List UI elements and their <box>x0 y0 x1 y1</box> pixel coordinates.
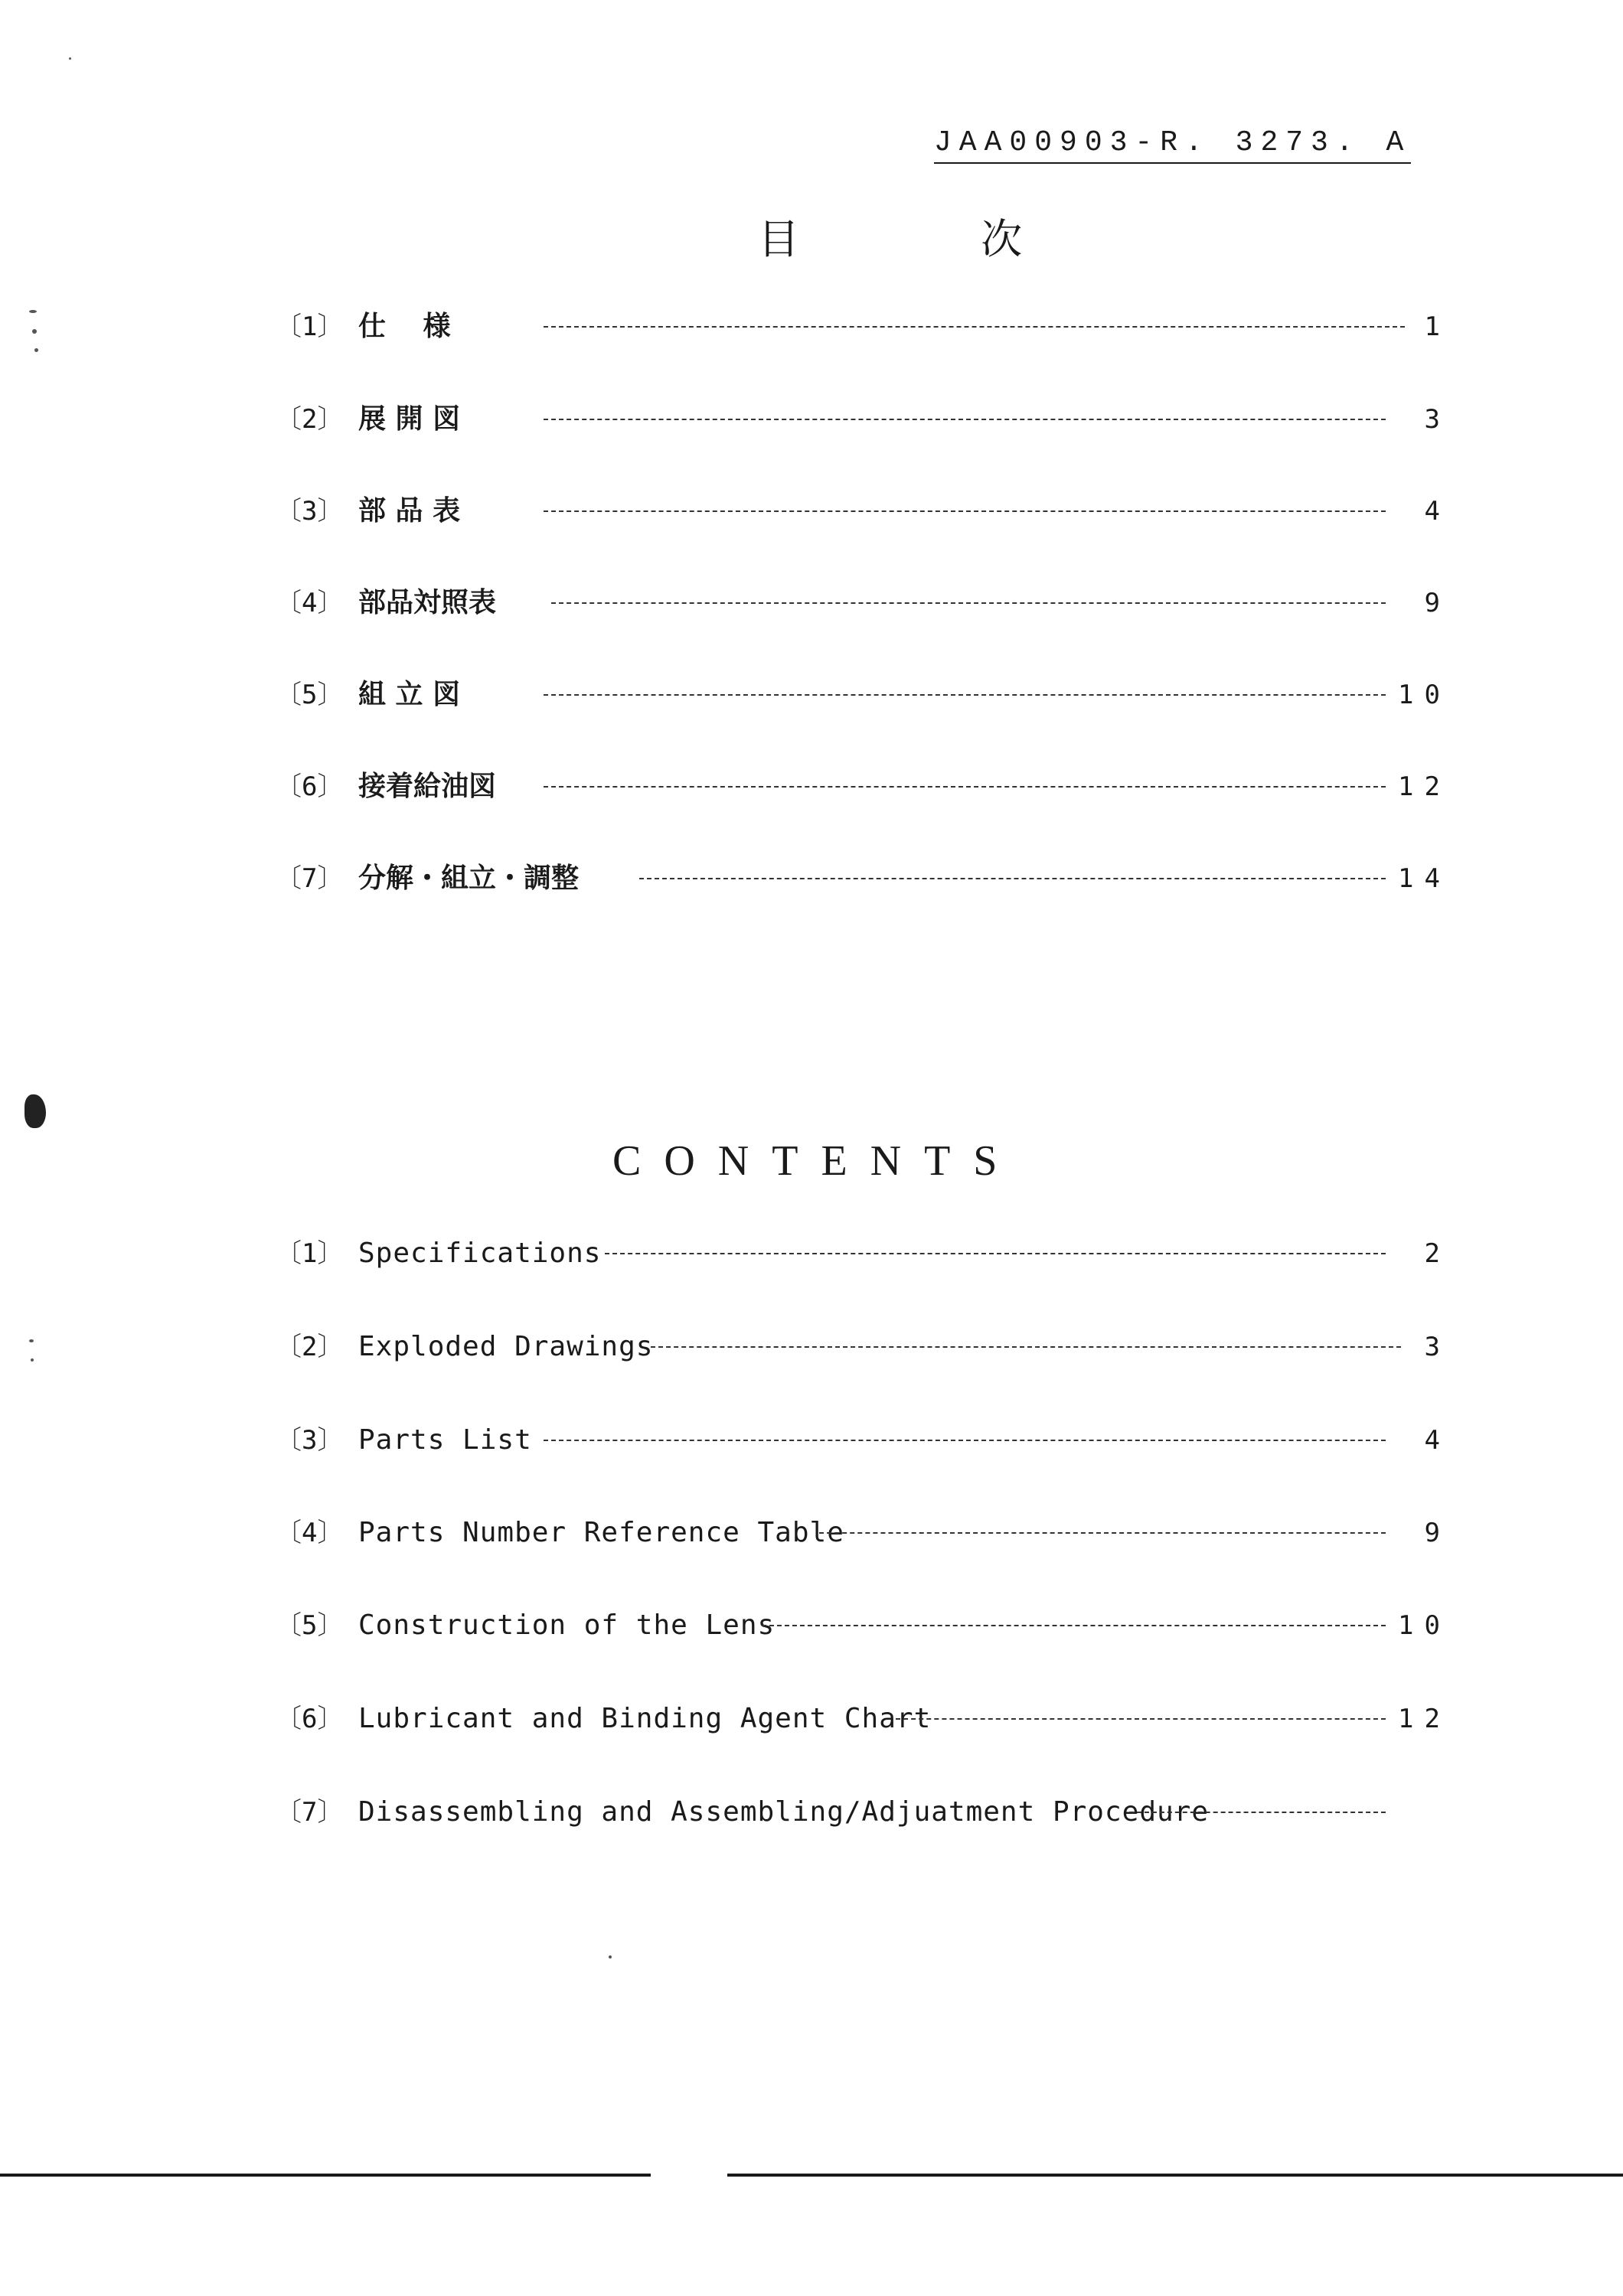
entry-label: Parts Number Reference Table <box>358 1517 844 1548</box>
entry-label: 展 開 図 <box>358 403 461 435</box>
entry-page: 2 <box>1424 1238 1451 1269</box>
entry-page: 9 <box>1424 1518 1451 1548</box>
entry-page: 3 <box>1424 1332 1451 1362</box>
entry-page: 4 <box>1424 1425 1451 1456</box>
bottom-rule-left <box>0 2174 651 2177</box>
entry-number: 〔3〕 <box>276 496 344 527</box>
entry-label: Specifications <box>358 1238 602 1269</box>
toc-entry <box>276 1510 1451 1556</box>
toc-entry <box>276 1231 1451 1277</box>
entry-page: 10 <box>1398 680 1451 710</box>
entry-page: 12 <box>1398 771 1451 802</box>
entry-number: 〔7〕 <box>276 863 344 894</box>
dotted-leader <box>651 1346 1401 1348</box>
entry-number: 〔4〕 <box>276 588 344 618</box>
scan-speck <box>29 1339 34 1342</box>
entry-page: 3 <box>1424 404 1451 435</box>
entry-number: 〔5〕 <box>276 680 344 710</box>
entry-page: 1 <box>1424 311 1451 342</box>
dotted-leader <box>544 1440 1386 1441</box>
toc-entry <box>276 580 1451 626</box>
document-number: JAA00903-R. 3273. A <box>934 126 1411 164</box>
entry-label: Construction of the Lens <box>358 1609 776 1641</box>
entry-number: 〔5〕 <box>276 1610 344 1641</box>
entry-number: 〔1〕 <box>276 1238 344 1269</box>
scan-speck <box>69 57 71 60</box>
entry-number: 〔3〕 <box>276 1425 344 1456</box>
entry-label: Parts List <box>358 1424 532 1456</box>
toc-entry <box>276 1324 1451 1370</box>
scan-speck <box>609 1955 612 1958</box>
toc-entry <box>276 1789 1451 1835</box>
entry-page: 4 <box>1424 496 1451 527</box>
entry-label: 仕 様 <box>358 311 451 342</box>
toc-entry <box>276 1603 1451 1649</box>
entry-label: 接着給油図 <box>358 771 497 802</box>
entry-page: 10 <box>1398 1610 1451 1641</box>
toc-entry <box>276 488 1451 534</box>
scan-speck <box>34 348 38 352</box>
toc-entry <box>276 1696 1451 1742</box>
scan-speck <box>31 1358 34 1362</box>
entry-page: 14 <box>1398 863 1451 894</box>
japanese-toc-title: 目 次 <box>758 215 1107 263</box>
dotted-leader <box>1129 1812 1386 1813</box>
dotted-leader <box>639 878 1386 879</box>
entry-number: 〔6〕 <box>276 1704 344 1734</box>
dotted-leader <box>605 1253 1386 1254</box>
entry-number: 〔4〕 <box>276 1518 344 1548</box>
toc-entry <box>276 1417 1451 1463</box>
entry-label: 部品対照表 <box>358 587 497 618</box>
dotted-leader <box>762 1625 1386 1626</box>
entry-label: Lubricant and Binding Agent Chart <box>358 1703 932 1734</box>
toc-entry <box>276 672 1451 718</box>
entry-number: 〔2〕 <box>276 1332 344 1362</box>
entry-number: 〔1〕 <box>276 311 344 342</box>
entry-label: 分解・組立・調整 <box>358 863 580 894</box>
dotted-leader <box>896 1718 1386 1720</box>
dotted-leader <box>551 602 1386 604</box>
toc-entry <box>276 304 1451 350</box>
entry-number: 〔6〕 <box>276 771 344 802</box>
entry-page: 12 <box>1398 1704 1451 1734</box>
dotted-leader <box>544 694 1386 696</box>
scan-mark <box>24 1094 46 1128</box>
entry-number: 〔7〕 <box>276 1797 344 1828</box>
entry-label: Exploded Drawings <box>358 1331 654 1362</box>
dotted-leader <box>544 510 1386 512</box>
toc-entry <box>276 396 1451 442</box>
scan-speck <box>29 310 37 313</box>
entry-label: 組 立 図 <box>358 679 461 710</box>
entry-number: 〔2〕 <box>276 404 344 435</box>
toc-entry <box>276 764 1451 810</box>
entry-label: 部 品 表 <box>358 495 461 527</box>
bottom-rule-right <box>727 2174 1623 2177</box>
dotted-leader <box>544 326 1405 328</box>
entry-page: 9 <box>1424 588 1451 618</box>
dotted-leader <box>544 786 1386 788</box>
entry-label: Disassembling and Assembling/Adjuatment Procedure <box>358 1796 1210 1828</box>
english-toc-title: CONTENTS <box>612 1137 1020 1185</box>
scan-speck <box>32 329 37 334</box>
dotted-leader <box>819 1532 1386 1534</box>
dotted-leader <box>544 419 1386 420</box>
toc-entry <box>276 856 1451 902</box>
